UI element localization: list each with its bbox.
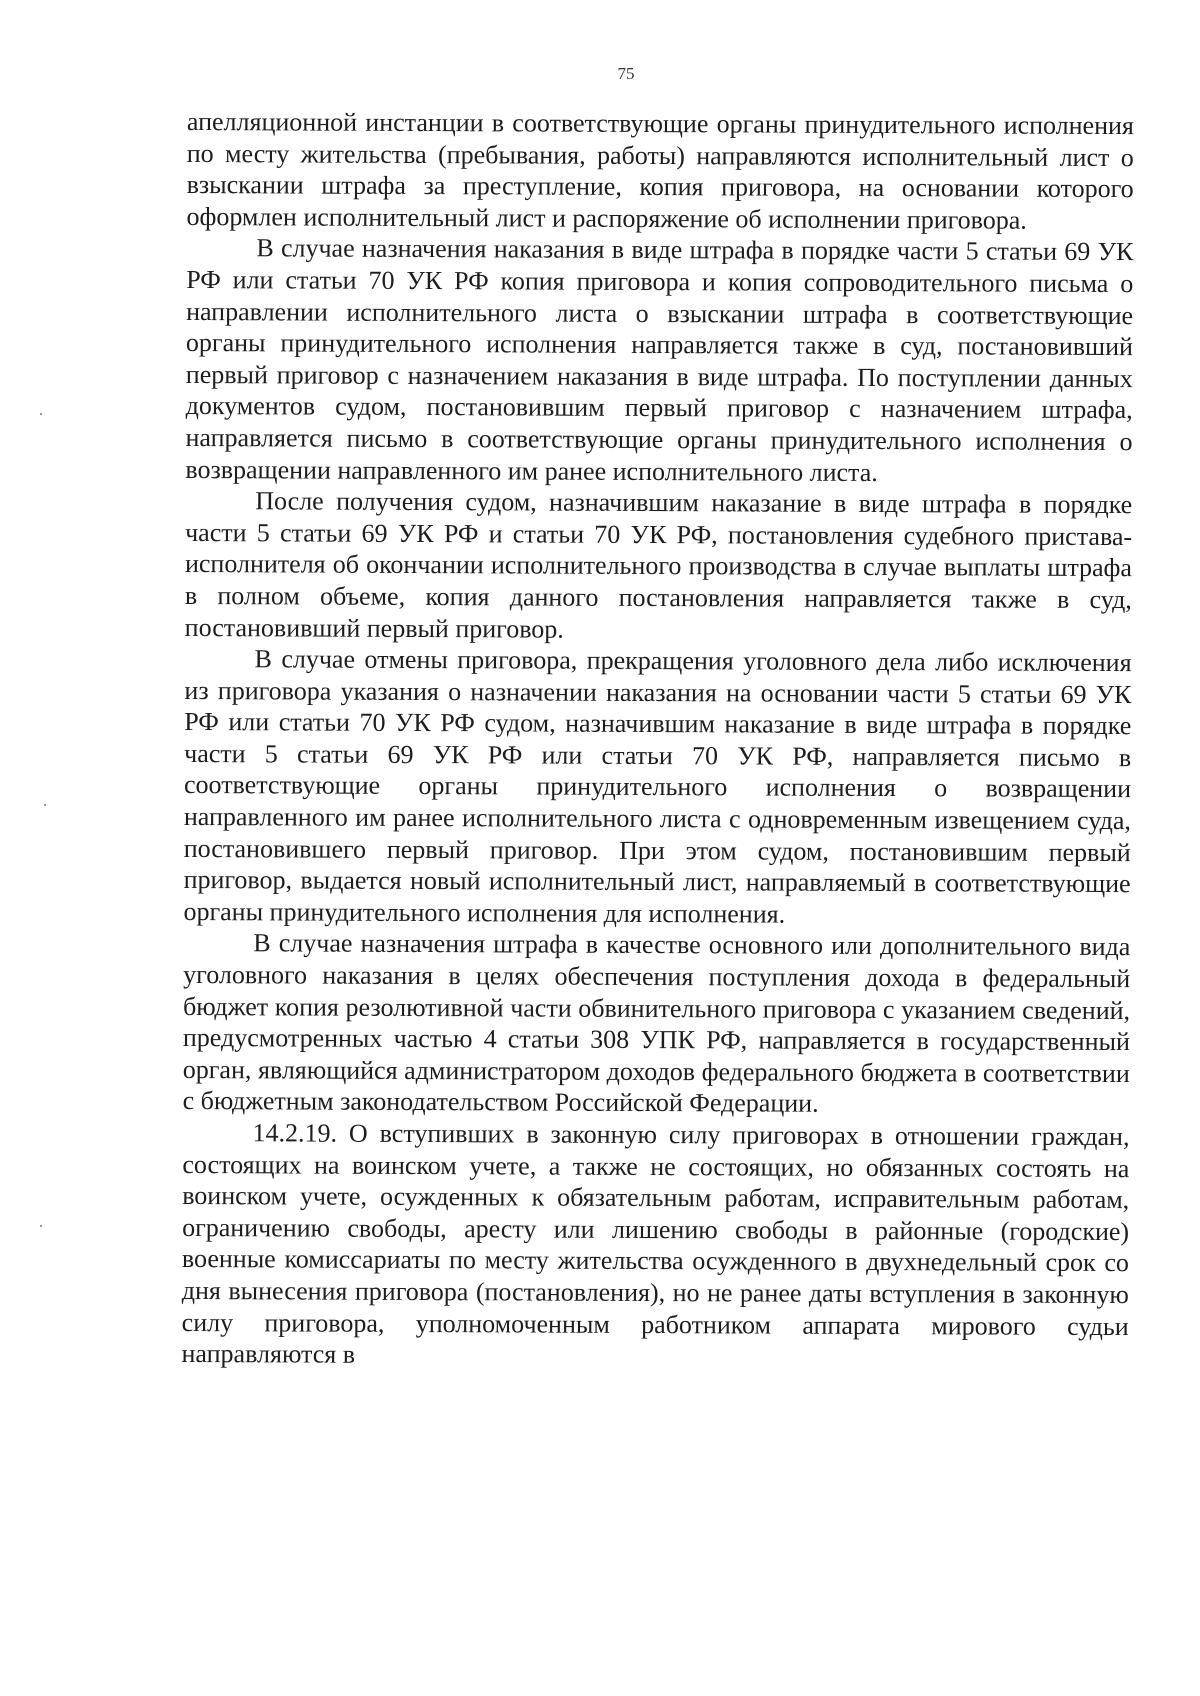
paragraph-fine-part5-art69: В случае назначения наказания в виде штрафа в порядке части 5 статьи 69 УК РФ или статьи 70 УК РФ копия приговора и копия сопроводительного письма о направлении исполнительного листа о взыскании штрафа в соответствующие органы принудительного исполнения направляется также в суд, постановивший первый приговор с назначением наказания в виде штрафа. По поступлении данных документов судом, постановившим первый приговор с назначением штрафа, направляется письмо в соответствующие органы принудительного исполнения о возвращении направленного им ранее исполнительного листа. <box>185 233 1134 487</box>
scan-speck <box>40 1225 42 1227</box>
paragraph-federal-budget: В случае назначения штрафа в качестве основного или дополнительного вида уголовного наказания в целях обеспечения поступления дохода в федеральный бюджет копия резолютивной части обвинительного приговора с указанием сведений, предусмотренных частью 4 статьи 308 УПК РФ, направляется в государственный орган, являющийся администратором доходов федерального бюджета в соответствии с бюджетным законодательством Российской Федерации. <box>182 928 1131 1119</box>
paragraph-section-14-2-19: 14.2.19. О вступивших в законную силу приговорах в отношении граждан, состоящих на воинском учете, а также не состоящих, но обязанных состоять на воинском учете, осужденных к обязательным работам, исправительным работам, ограничению свободы, аресту или лишению свободы в районные (городские) военные комиссариаты по месту жительства осужденного в двухнедельный срок со дня вынесения приговора (постановления), но не ранее даты вступления в законную силу приговора, уполномоченным работником аппарата мирового судьи направляются в <box>181 1118 1130 1369</box>
scan-speck <box>40 413 42 415</box>
document-body <box>181 106 1134 1374</box>
scan-speck <box>44 804 46 806</box>
paragraph-after-bailiff-resolution: После получения судом, назначившим наказание в виде штрафа в порядке части 5 статьи 69 УК РФ и статьи 70 УК РФ, постановления судебного пристава-исполнителя об окончании исполнительного производства в случае выплаты штрафа в полном объеме, копия данного постановления направляется также в суд, постановивший первый приговор. <box>184 486 1133 644</box>
page-number: 75 <box>617 64 635 83</box>
paragraph-sentence-cancellation: В случае отмены приговора, прекращения уголовного дела либо исключения из приговора указания о назначении наказания на основании части 5 статьи 69 УК РФ или статьи 70 УК РФ судом, назначившим наказание в виде штрафа в порядке части 5 статьи 69 УК РФ или статьи 70 УК РФ, направляется письмо в соответствующие органы принудительного исполнения о возвращении направленного им ранее исполнительного листа с одновременным извещением суда, постановившего первый приговор. При этом судом, постановившим первый приговор, выдается новый исполнительный лист, направляемый в соответствующие органы принудительного исполнения для исполнения. <box>183 644 1132 929</box>
paragraph-continuation: апелляционной инстанции в соответствующие органы принудительного исполнения по месту жительства (пребывания, работы) направляются исполнительный лист о взыскании штрафа за преступление, копия приговора, на основании которого оформлен исполнительный лист и распоряжение об исполнении приговора. <box>186 106 1134 235</box>
